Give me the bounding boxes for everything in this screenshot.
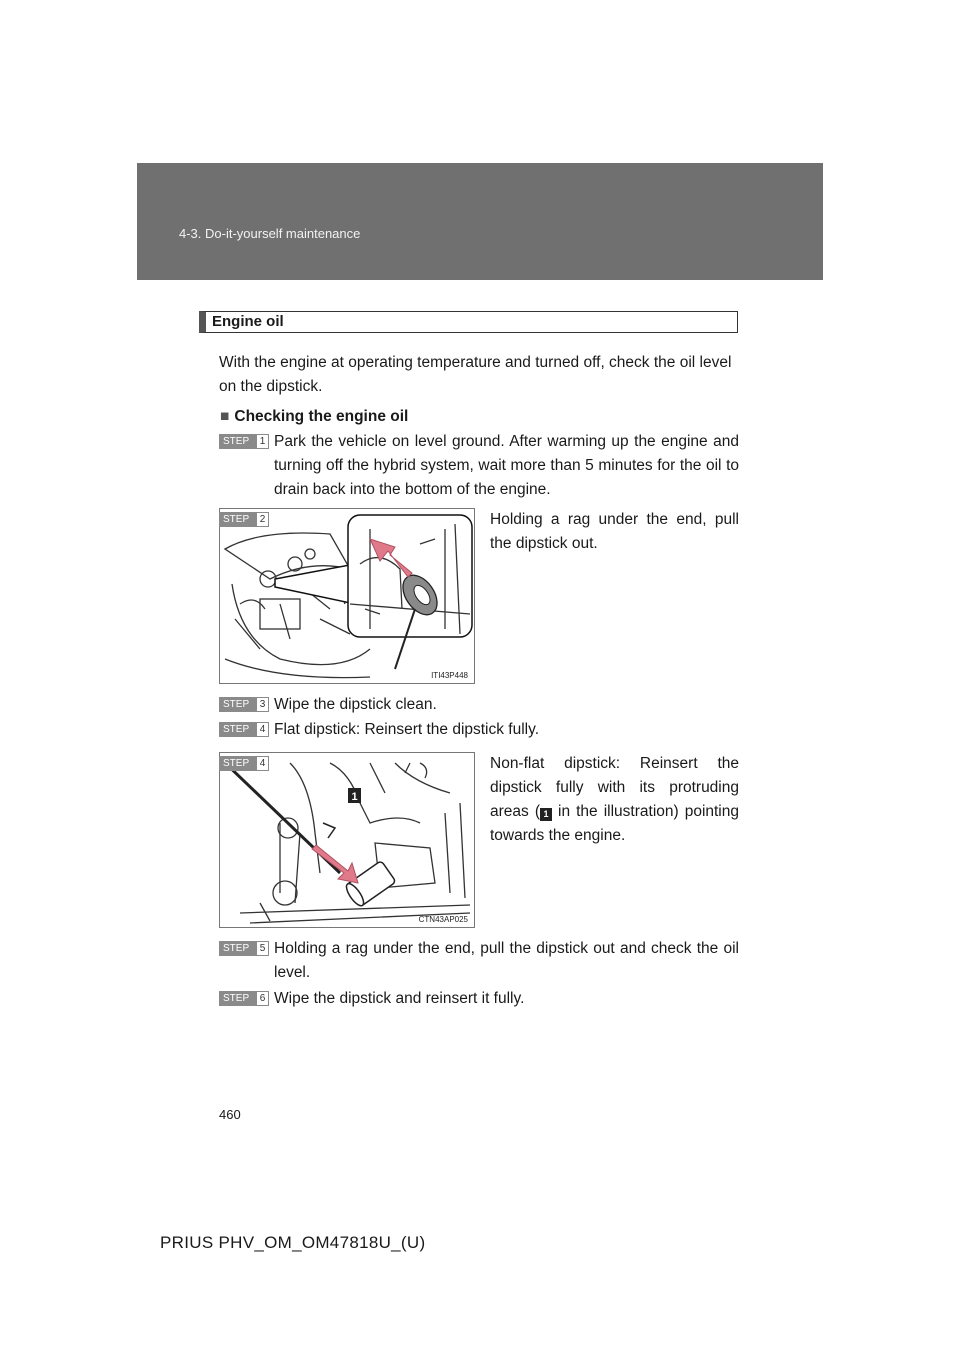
square-bullet-icon: ■ [220,408,230,425]
figure-code: CTN43AP025 [418,915,468,924]
step-label: STEP [223,514,250,525]
step-2-text: Holding a rag under the end, pull the dipstick out. [490,511,739,552]
page-number: 460 [219,1107,241,1122]
step-4-text-part1: Non-flat dipstick: Reinsert the dipstick fully with its protruding areas ( [490,755,739,820]
step-label: STEP [223,758,250,769]
subheading-text: Checking the engine oil [234,408,409,425]
engine-bay-illustration [220,509,475,684]
step-badge-1 [219,434,269,449]
step-label: STEP [223,943,250,954]
intro-paragraph: With the engine at operating temperature and turned off, check the oil level on the dipstick. [219,354,732,395]
step-badge-6 [219,991,269,1006]
step-label: STEP [223,993,250,1004]
dipstick-reinsert-illustration [220,753,475,928]
figure-dipstick-pull [219,508,475,684]
step-4-text-part2: in the illustration) pointing towards the engine. [490,803,739,844]
step-label: STEP [223,724,250,735]
header-band [137,163,823,280]
inline-marker-1-icon: 1 [540,808,552,821]
step-badge-3 [219,697,269,712]
callout-marker-1: 1 [351,791,358,803]
step-3-text: Wipe the dipstick clean. [274,696,437,713]
step-badge-4-flat [219,722,269,737]
step-4-nonflat-text [490,752,739,848]
step-number: 5 [256,941,269,956]
step-badge-4-nonflat [219,756,269,771]
step-4-flat-text: Flat dipstick: Reinsert the dipstick fully. [274,721,540,738]
step-number: 2 [256,512,269,527]
section-title-text: Engine oil [212,313,284,330]
figure-code: ITI43P448 [431,671,468,680]
step-number: 4 [256,722,269,737]
step-label: STEP [223,436,250,447]
section-breadcrumb: 4-3. Do-it-yourself maintenance [179,226,361,241]
figure-dipstick-reinsert [219,752,475,928]
step-badge-5 [219,941,269,956]
step-number: 6 [256,991,269,1006]
step-number: 4 [256,756,269,771]
step-badge-2 [219,512,269,527]
step-5-text: Holding a rag under the end, pull the dipstick out and check the oil level. [274,940,739,981]
subheading [220,408,408,426]
step-number: 3 [256,697,269,712]
step-1-text: Park the vehicle on level ground. After warming up the engine and turning off the hybrid system, wait more than 5 minutes for the oil to drain back into the bottom of the engine. [274,433,739,498]
document-footer-id: PRIUS PHV_OM_OM47818U_(U) [160,1233,426,1252]
step-number: 1 [256,434,269,449]
step-label: STEP [223,699,250,710]
section-title [199,311,738,333]
step-6-text: Wipe the dipstick and reinsert it fully. [274,990,525,1007]
